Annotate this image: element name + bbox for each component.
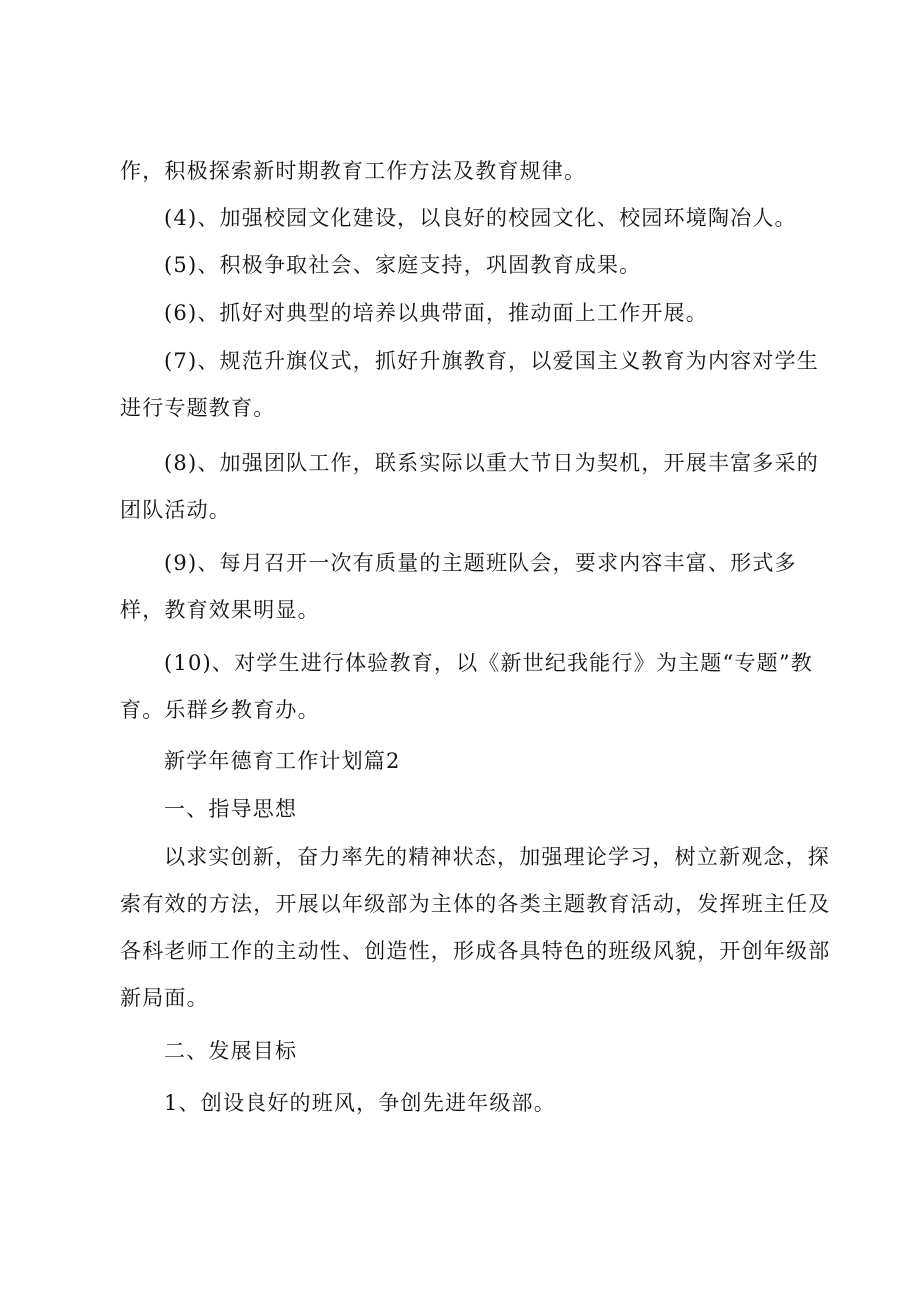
- paragraph-item-6: (6)、抓好对典型的培养以典带面，推动面上工作开展。: [164, 301, 708, 325]
- paragraph-item-9: (9)、每月召开一次有质量的主题班队会，要求内容丰富、形式多样，教育效果明显。: [120, 551, 797, 622]
- paragraph-continuation: 作，积极探索新时期教育工作方法及教育规律。: [120, 159, 587, 183]
- paragraph-item-10: (10)、对学生进行体验教育，以《新世纪我能行》为主题“专题”教育。乐群乡教育办。: [120, 651, 813, 722]
- paragraph-goal-1: 1、创设良好的班风，争创先进年级部。: [164, 1091, 556, 1115]
- section-title: 新学年德育工作计划篇2: [164, 749, 401, 773]
- heading-development-goals: 二、发展目标: [164, 1039, 298, 1063]
- paragraph-item-8: (8)、加强团队工作，联系实际以重大节日为契机，开展丰富多采的团队活动。: [120, 451, 819, 522]
- paragraph-item-4: (4)、加强校园文化建设，以良好的校园文化、校园环境陶冶人。: [164, 206, 797, 230]
- paragraph-item-5: (5)、积极争取社会、家庭支持，巩固教育成果。: [164, 253, 642, 277]
- heading-guiding-ideology: 一、指导思想: [164, 797, 298, 821]
- paragraph-item-7: (7)、规范升旗仪式，抓好升旗教育，以爱国主义教育为内容对学生进行专题教育。: [120, 349, 819, 420]
- paragraph-guiding-ideology: 以求实创新，奋力率先的精神状态，加强理论学习，树立新观念，探索有效的方法，开展以年级部为主体的各类主题教育活动，发挥班主任及各科老师工作的主动性、创造性，形成各具特色的班级风貌，开创年级部新局面。: [120, 845, 831, 1010]
